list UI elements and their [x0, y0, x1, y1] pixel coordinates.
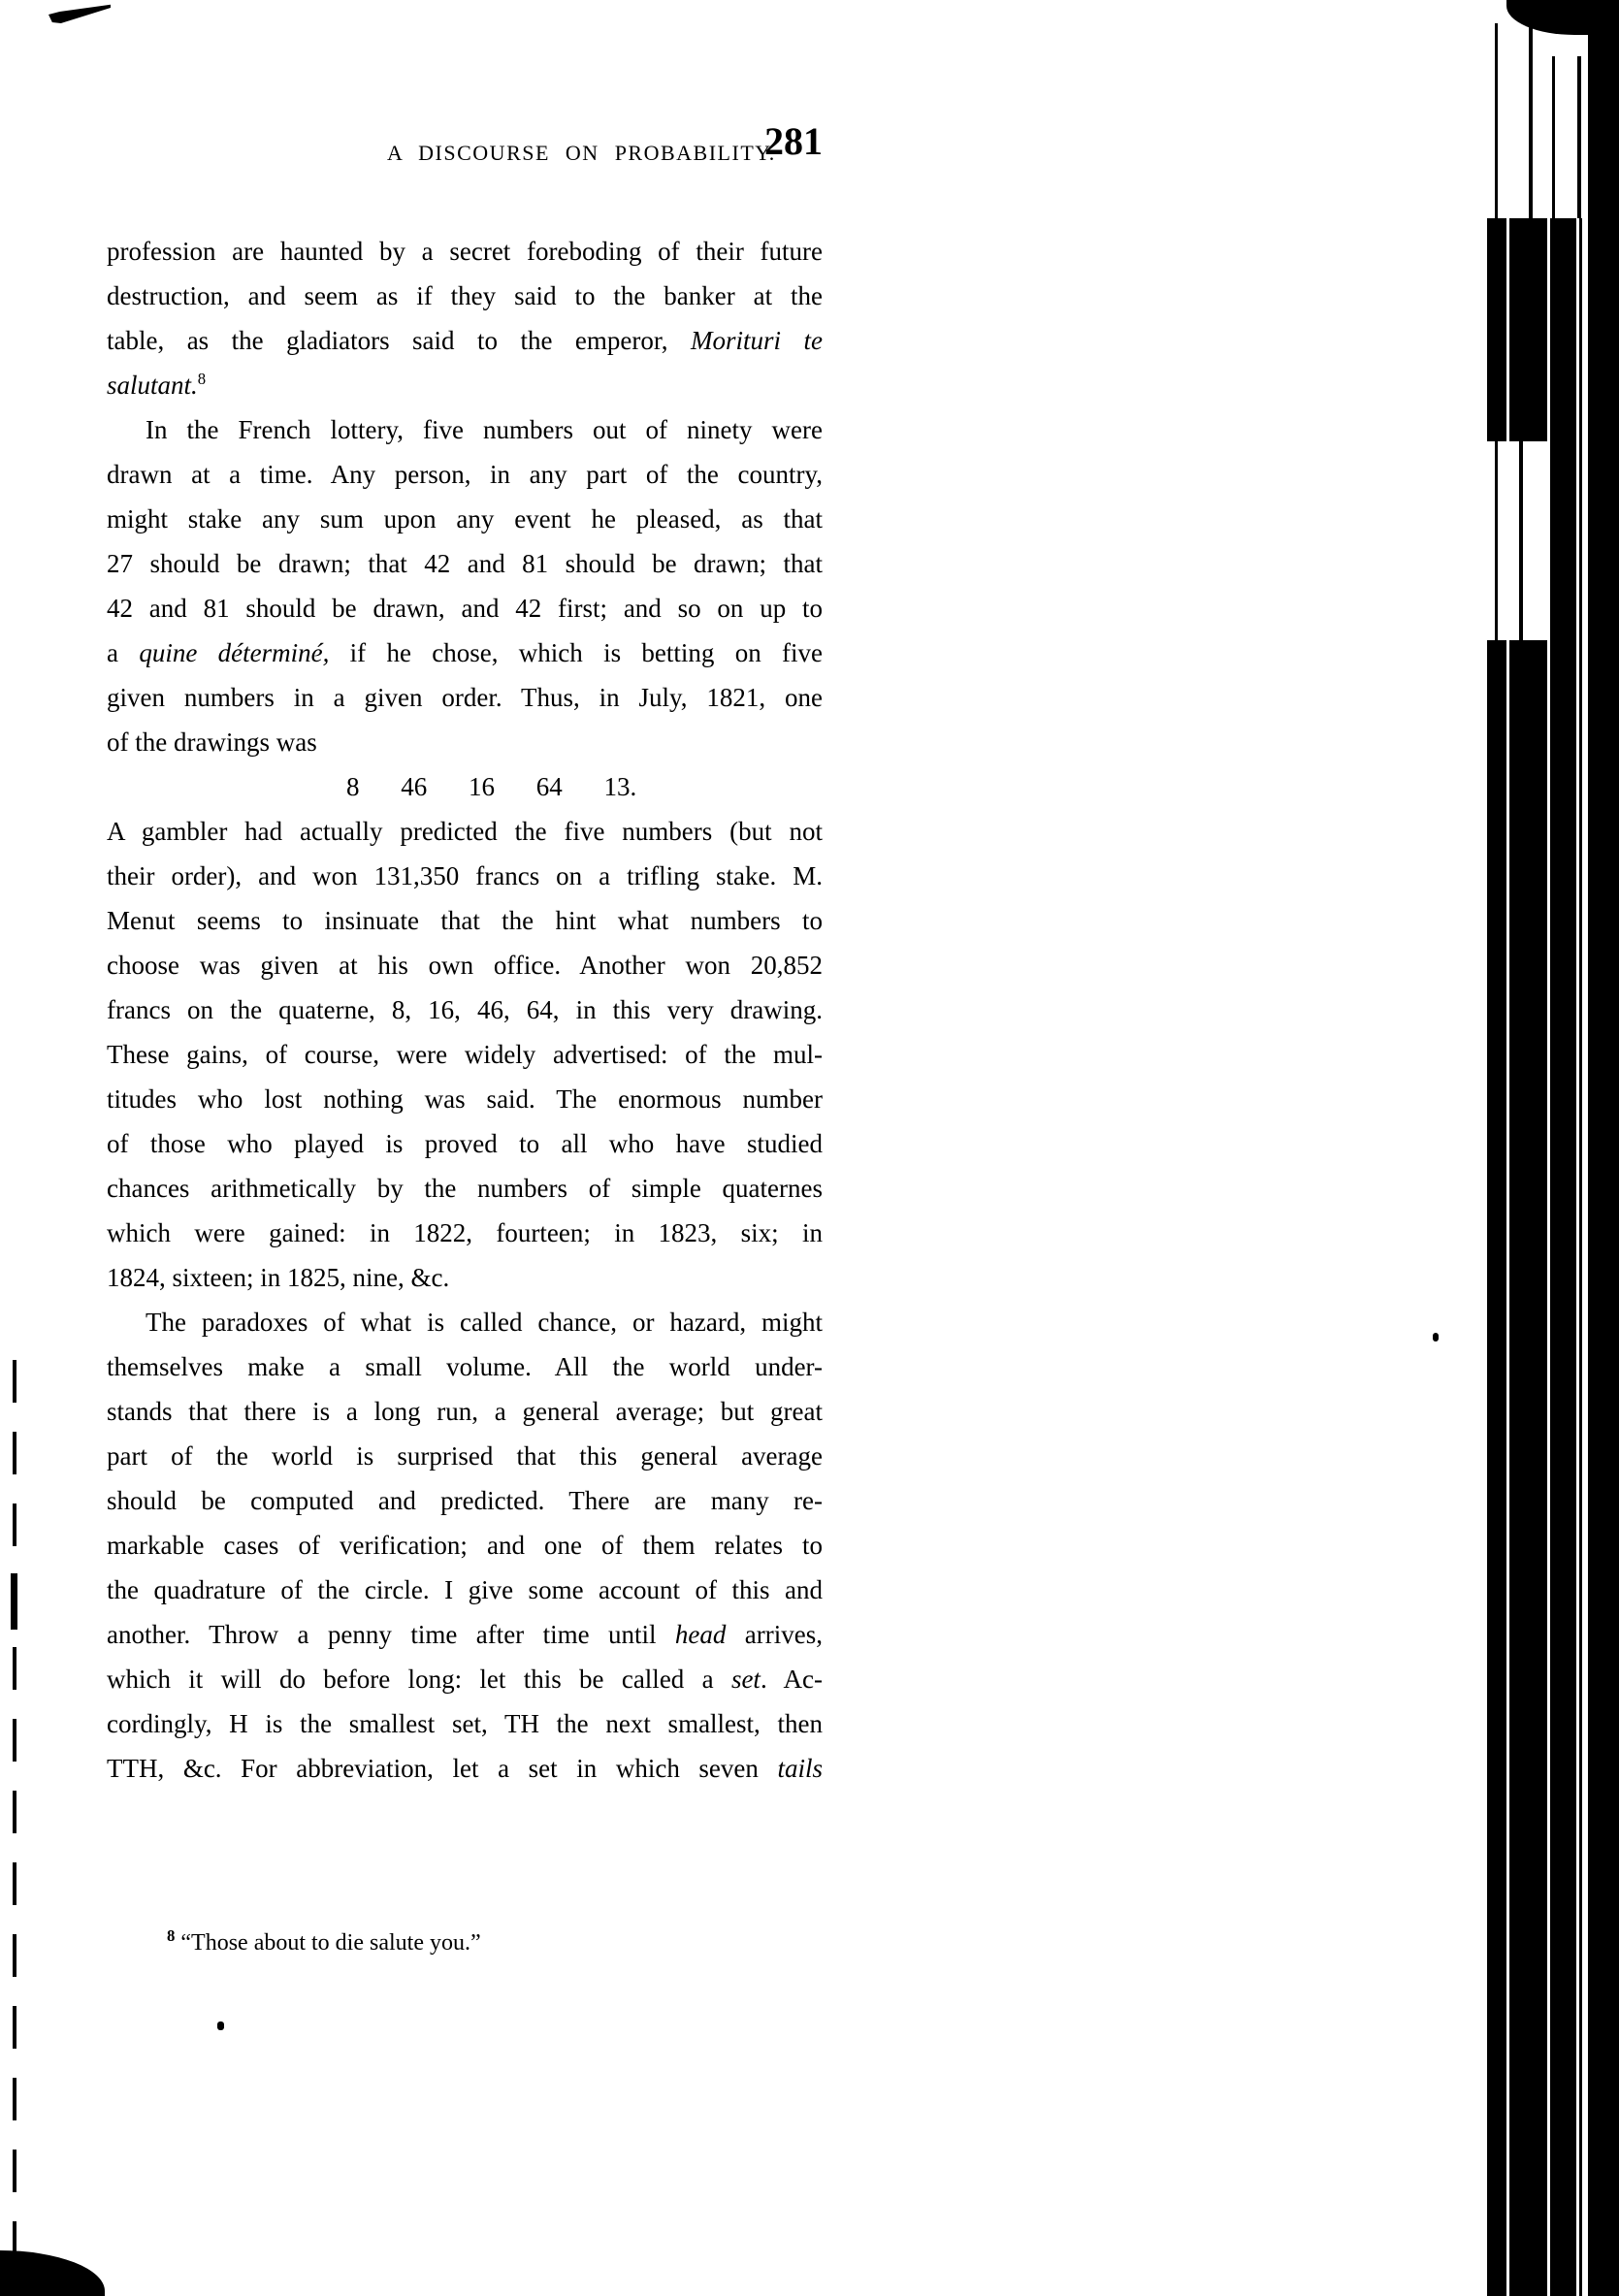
- body-line: of those who played is proved to all who have studied: [107, 1129, 823, 1158]
- body-line: 1824, sixteen; in 1825, nine, &c.: [107, 1263, 450, 1292]
- drawing-numbers-line: 8 46 16 64 13.: [346, 772, 637, 801]
- body-line: another. Throw a penny time after time until head arrives,: [107, 1620, 823, 1649]
- body-line: chances arithmetically by the numbers of simple quaternes: [107, 1174, 823, 1203]
- scan-artifact-footnote-dot: [217, 2021, 224, 2030]
- body-line: part of the world is surprised that this general average: [107, 1441, 823, 1471]
- body-line: a quine déterminé, if he chose, which is betting on five: [107, 638, 823, 667]
- body-line: These gains, of course, were widely advertised: of the mul-: [107, 1040, 823, 1069]
- body-line: TTH, &c. For abbreviation, let a set in which seven tails: [107, 1754, 823, 1783]
- body-line: The paradoxes of what is called chance, or hazard, might: [146, 1308, 823, 1337]
- body-line: drawn at a time. Any person, in any part of the country,: [107, 460, 823, 489]
- body-line: markable cases of verification; and one of them relates to: [107, 1531, 823, 1560]
- body-line: might stake any sum upon any event he pleased, as that: [107, 504, 823, 534]
- body-line: given numbers in a given order. Thus, in July, 1821, one: [107, 683, 823, 712]
- scan-artifact-right-dot: [1433, 1333, 1439, 1342]
- scan-artifact-bottom-left-wedge: [0, 2250, 105, 2296]
- footnote-text: “Those about to die salute you.”: [180, 1930, 481, 1956]
- body-line: Menut seems to insinuate that the hint what numbers to: [107, 906, 823, 935]
- scan-artifact-thin-line: [1577, 56, 1581, 218]
- scan-artifact-top-left-mark: [49, 4, 111, 23]
- body-line: should be computed and predicted. There are many re-: [107, 1486, 823, 1515]
- body-line: 27 should be drawn; that 42 and 81 should be drawn; that: [107, 549, 823, 578]
- body-line: titudes who lost nothing was said. The enormous number: [107, 1084, 823, 1114]
- body-line: choose was given at his own office. Another won 20,852: [107, 951, 823, 980]
- body-line: cordingly, H is the smallest set, TH the next smallest, then: [107, 1709, 823, 1738]
- body-line: which were gained: in 1822, fourteen; in 1823, six; in: [107, 1218, 823, 1247]
- scan-artifact-thin-line: [1519, 441, 1523, 640]
- scan-artifact-thin-line: [1495, 441, 1498, 640]
- scan-artifact-thin-line: [1495, 23, 1498, 218]
- body-line: which it will do before long: let this be called a set. Ac-: [107, 1665, 823, 1694]
- footnote: [167, 1928, 481, 1958]
- body-line: their order), and won 131,350 francs on a trifling stake. M.: [107, 861, 823, 890]
- body-line: stands that there is a long run, a general average; but great: [107, 1397, 823, 1426]
- body-line: salutant.$^8$: [107, 370, 207, 400]
- scan-artifact-thin-line: [1529, 17, 1533, 218]
- scan-artifact-thin-line: [1552, 56, 1555, 218]
- body-line: profession are haunted by a secret foreboding of their future: [107, 237, 823, 266]
- body-line: destruction, and seem as if they said to the banker at the: [107, 281, 823, 310]
- body-line: 42 and 81 should be drawn, and 42 first; and so on up to: [107, 594, 823, 623]
- body-line: francs on the quaterne, 8, 16, 46, 64, in this very drawing.: [107, 995, 823, 1024]
- scan-artifact-left-dashed-line: [13, 1360, 16, 2252]
- scan-artifact-right-edge-column: [1588, 17, 1619, 2296]
- body-line: In the French lottery, five numbers out of ninety were: [146, 415, 823, 444]
- footnote-marker: 8: [167, 1926, 176, 1945]
- body-line: A gambler had actually predicted the five numbers (but not: [107, 817, 823, 846]
- scan-artifact-left-blob: [11, 1573, 17, 1630]
- body-line: table, as the gladiators said to the emperor, Morituri te: [107, 326, 823, 355]
- body-line: of the drawings was: [107, 728, 317, 757]
- body-line: the quadrature of the circle. I give some account of this and: [107, 1575, 823, 1604]
- body-line: themselves make a small volume. All the world under-: [107, 1352, 823, 1381]
- page-number: 281: [764, 119, 823, 163]
- running-header: A DISCOURSE ON PROBABILITY.: [387, 141, 776, 165]
- body-text: [107, 229, 823, 1791]
